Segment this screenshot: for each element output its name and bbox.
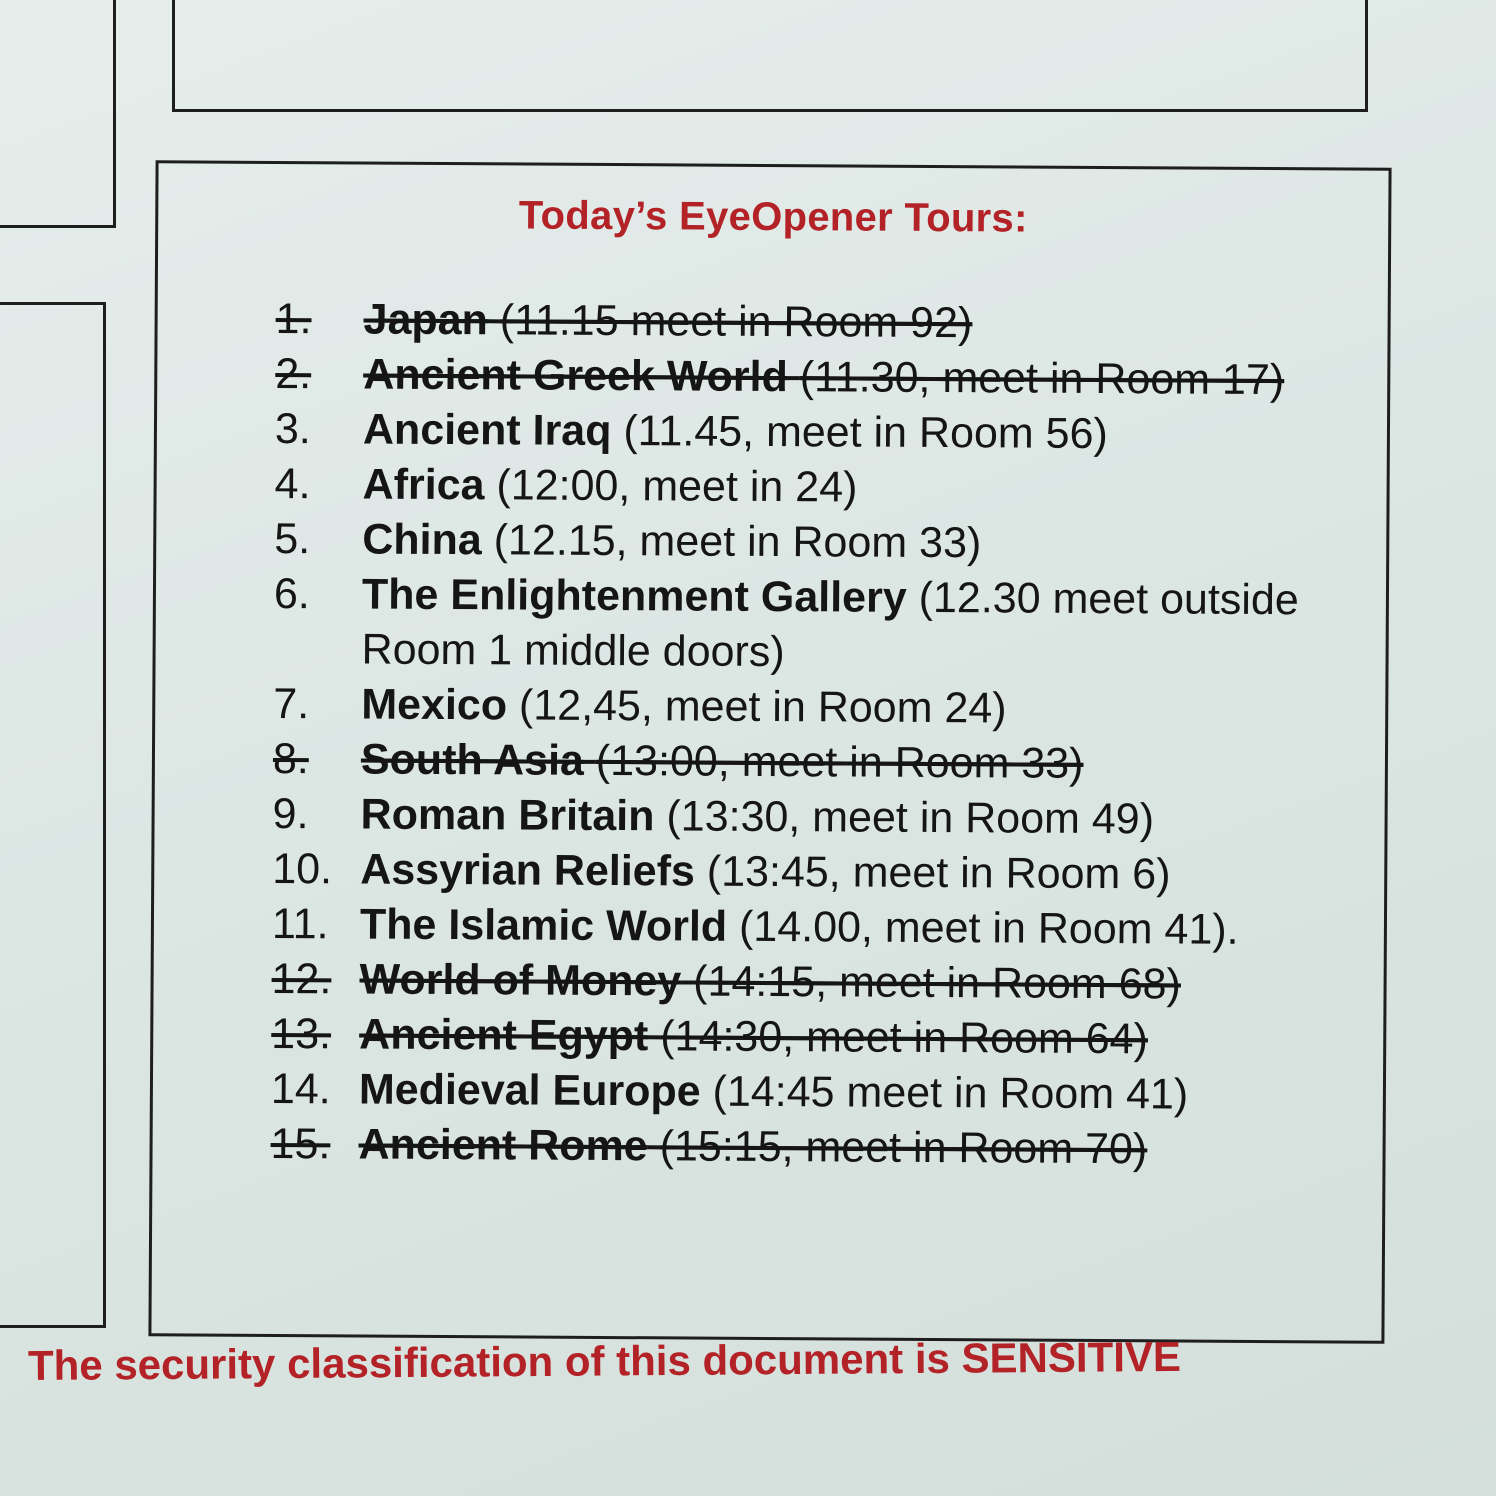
tour-name: The Enlightenment Gallery — [361, 570, 907, 622]
tour-number: 13. — [271, 1009, 332, 1059]
tour-number: 10. — [272, 844, 333, 894]
tour-detail: (14:30, meet in Room 64) — [660, 1012, 1149, 1064]
tour-name: Mexico — [361, 680, 508, 730]
tour-number: 1. — [275, 294, 312, 344]
tour-name: Ancient Rome — [358, 1120, 648, 1171]
tour-list — [270, 292, 1315, 1178]
tour-detail: (12.30 meet outside Room 1 middle doors) — [361, 573, 1299, 677]
tour-detail: (11.15 meet in Room 92) — [499, 296, 973, 348]
tour-item — [272, 897, 1312, 958]
tour-number: 15. — [270, 1119, 331, 1169]
tour-name: Medieval Europe — [358, 1065, 701, 1116]
tour-name: Assyrian Reliefs — [360, 845, 696, 896]
tour-name: China — [362, 515, 482, 565]
left-side-frame — [0, 302, 106, 1328]
tour-item — [273, 677, 1313, 738]
tour-detail: (14:15, meet in Room 68) — [693, 957, 1181, 1009]
tour-detail: (12.15, meet in Room 33) — [493, 516, 982, 568]
tour-detail: (15:15, meet in Room 70) — [659, 1122, 1148, 1174]
tour-item — [273, 732, 1313, 793]
tour-number: 4. — [274, 459, 311, 509]
tour-number: 5. — [274, 514, 311, 564]
tour-item — [272, 787, 1312, 848]
tour-number: 9. — [272, 789, 309, 839]
tour-number: 14. — [270, 1064, 331, 1114]
tour-item — [271, 952, 1311, 1013]
tour-name: Ancient Greek World — [363, 350, 788, 402]
tour-item — [271, 1007, 1311, 1068]
tour-number: 7. — [273, 679, 310, 729]
tour-detail: (12,45, meet in Room 24) — [518, 681, 1007, 733]
tour-name: South Asia — [360, 735, 585, 785]
tour-detail: (14.00, meet in Room 41). — [738, 902, 1239, 954]
top-right-frame — [172, 0, 1368, 112]
tour-number: 6. — [273, 569, 310, 619]
tour-item — [272, 842, 1312, 903]
tour-name: Roman Britain — [360, 790, 655, 841]
tour-detail: (12:00, meet in 24) — [496, 461, 858, 512]
tour-item — [273, 567, 1314, 683]
top-left-frame — [0, 0, 116, 228]
tours-title: Today’s EyeOpener Tours: — [518, 193, 1028, 241]
tour-detail: (13:00, meet in Room 33) — [595, 736, 1084, 788]
tour-item — [274, 512, 1314, 573]
tour-item — [275, 402, 1315, 463]
tour-item — [274, 457, 1314, 518]
tour-name: Ancient Iraq — [362, 405, 612, 456]
tour-item — [275, 292, 1315, 353]
tour-detail: (11.45, meet in Room 56) — [623, 407, 1108, 459]
security-classification-notice: The security classification of this document is SENSITIVE — [27, 1332, 1182, 1389]
tour-number: 2. — [275, 349, 312, 399]
tour-item — [271, 1062, 1311, 1123]
tour-name: World of Money — [359, 955, 682, 1006]
tours-box — [148, 160, 1391, 1344]
tour-detail: (13:30, meet in Room 49) — [666, 792, 1155, 844]
tour-name: Ancient Egypt — [359, 1010, 649, 1061]
tour-number: 3. — [274, 404, 311, 454]
tour-item — [275, 347, 1315, 408]
tour-detail: (13:45, meet in Room 6) — [706, 847, 1171, 899]
tour-detail: (11.30, meet in Room 17) — [799, 353, 1285, 405]
tour-name: The Islamic World — [359, 900, 728, 951]
tour-item — [270, 1117, 1310, 1178]
tour-number: 12. — [271, 954, 332, 1004]
tour-name: Africa — [362, 460, 485, 510]
tour-detail: (14:45 meet in Room 41) — [712, 1067, 1189, 1119]
tour-number: 11. — [271, 899, 329, 949]
tour-number: 8. — [272, 734, 309, 784]
tour-name: Japan — [363, 295, 489, 345]
